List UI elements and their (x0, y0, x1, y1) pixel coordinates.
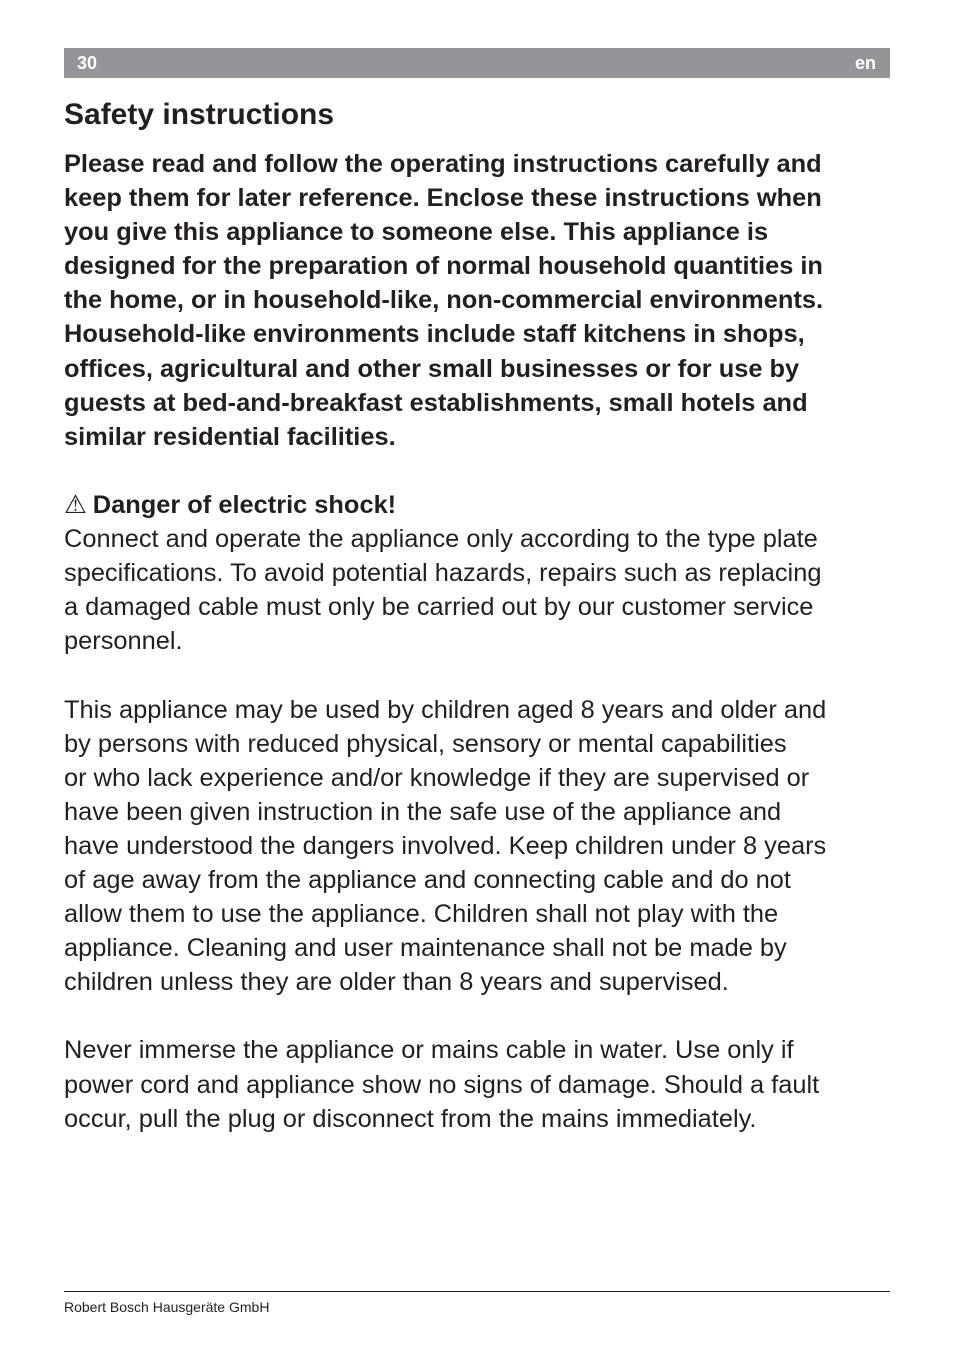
immerse-paragraph (64, 1033, 890, 1135)
children-paragraph (64, 693, 890, 1000)
immerse-line: Never immerse the appliance or mains cable in water. Use only if (64, 1036, 794, 1065)
warning-line: Connect and operate the appliance only according to the type plate (64, 525, 818, 554)
children-line: by persons with reduced physical, sensory or mental capabilities (64, 729, 787, 758)
immerse-line: occur, pull the plug or disconnect from the mains immediately. (64, 1104, 757, 1133)
warning-heading (64, 491, 396, 519)
intro-line: Please read and follow the operating instructions carefully and (64, 150, 822, 178)
warning-line: a damaged cable must only be carried out by our customer service (64, 593, 814, 622)
warning-line: personnel. (64, 627, 183, 656)
children-line: of age away from the appliance and connecting cable and do not (64, 865, 791, 894)
intro-line: the home, or in household-like, non-commercial environments. (64, 286, 824, 315)
main-content (64, 147, 890, 1170)
intro-line: similar residential facilities. (64, 422, 396, 451)
intro-line: you give this appliance to someone else. This appliance is (64, 218, 769, 247)
children-line: children unless they are older than 8 years and supervised. (64, 968, 729, 997)
page-title: Safety instructions (64, 98, 335, 131)
warning-triangle-icon: ⚠ (64, 490, 87, 519)
warning-heading-text: Danger of electric shock! (92, 490, 397, 519)
children-line: allow them to use the appliance. Children shall not play with the (64, 900, 779, 929)
intro-line: guests at bed-and-breakfast establishments, small hotels and (64, 388, 808, 417)
page-number: 30 (77, 52, 98, 73)
immerse-line: power cord and appliance show no signs of damage. Should a fault (64, 1070, 820, 1099)
children-line: appliance. Cleaning and user maintenance shall not be made by (64, 934, 787, 963)
warning-line: specifications. To avoid potential hazards, repairs such as replacing (64, 559, 822, 588)
intro-line: keep them for later reference. Enclose these instructions when (64, 184, 822, 213)
children-line: This appliance may be used by children aged 8 years and older and (64, 695, 827, 724)
children-line: or who lack experience and/or knowledge if they are supervised or (64, 763, 810, 792)
language-code: en (854, 52, 876, 73)
warning-paragraph (64, 488, 890, 658)
footer-company: Robert Bosch Hausgeräte GmbH (64, 1299, 270, 1315)
intro-paragraph (64, 147, 890, 454)
footer-divider (64, 1291, 890, 1292)
children-line: have been given instruction in the safe use of the appliance and (64, 797, 782, 826)
page-header-bar (64, 48, 890, 78)
intro-line: designed for the preparation of normal household quantities in (64, 252, 823, 281)
children-line: have understood the dangers involved. Keep children under 8 years (64, 831, 827, 860)
intro-line: offices, agricultural and other small businesses or for use by (64, 354, 800, 383)
intro-line: Household-like environments include staff kitchens in shops, (64, 320, 805, 349)
